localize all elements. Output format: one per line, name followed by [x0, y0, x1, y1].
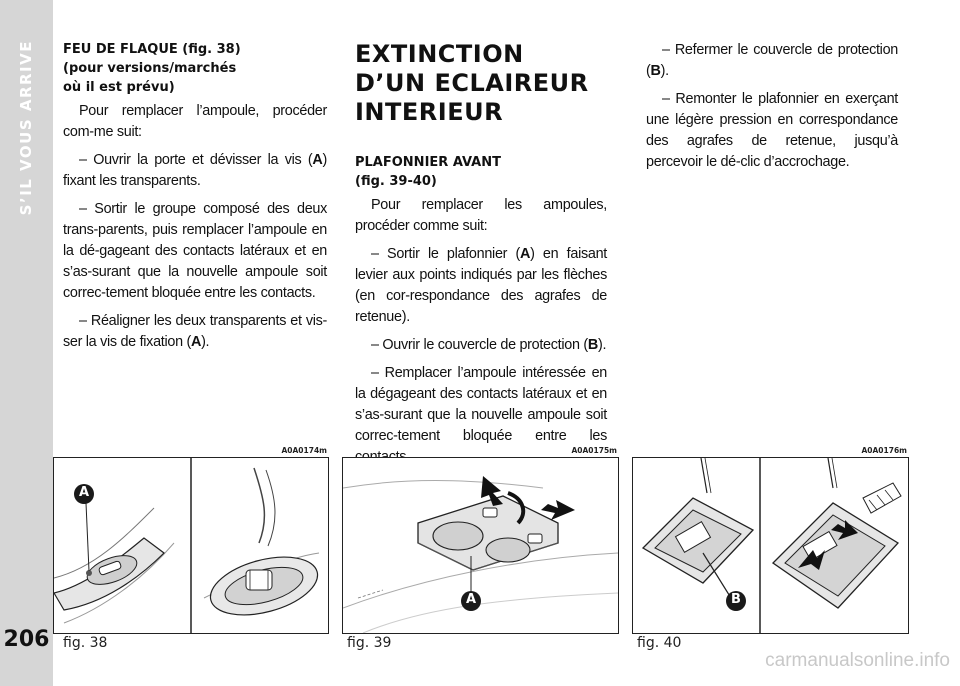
figure-39-illustration: [343, 458, 618, 633]
subheading-plafonnier: PLAFONNIER AVANT (fig. 39-40): [355, 155, 501, 189]
paragraph: Pour remplacer les ampoules, procéder comme suit:: [355, 197, 607, 234]
paragraph: – Sortir le plafonnier (A) en faisant levier aux points indiqués par les flèches (en cor-respondance des agrafes de retenue).: [355, 246, 607, 325]
paragraph: – Remonter le plafonnier en exerçant une légère pression en correspondance des agrafes de retenue, jusqu’à percevoir le dé-clic d’accrochage.: [646, 91, 898, 170]
figure-code: A0A0174m: [281, 446, 327, 455]
paragraph: – Refermer le couvercle de protection (B).: [646, 42, 898, 79]
heading-bold: FEU DE FLAQUE: [63, 42, 178, 57]
key-letter: B: [650, 63, 661, 79]
section-title-vertical: [6, 40, 46, 560]
callout-letter: A: [78, 485, 90, 500]
figure-code: A0A0176m: [861, 446, 907, 455]
paragraph: – Ouvrir le couvercle de protection (B).: [371, 337, 607, 353]
key-letter: B: [587, 337, 598, 353]
paragraph: Pour remplacer l’ampoule, procéder com-me suit:: [63, 103, 327, 140]
figure-label: fig. 40: [637, 635, 682, 651]
paragraph: – Remplacer l’ampoule intéressée en la dégageant des contacts latéraux et en s’as-surant que la nouvelle ampoule soit correc-tement bloquée entre les: [355, 365, 607, 444]
watermark: carmanualsonline.info: [765, 650, 950, 671]
figure-39: [342, 457, 619, 634]
figure-code: A0A0175m: [571, 446, 617, 455]
heading-feu-de-flaque: [63, 40, 327, 97]
section-heading: EXTINCTION D’UN ECLAIREUR INTERIEUR: [355, 40, 589, 126]
figure-38-illustration: [54, 458, 328, 633]
callout-letter: B: [731, 592, 741, 607]
figure-40: [632, 457, 909, 634]
section-title-text: S’IL VOUS ARRIVE: [17, 40, 35, 216]
column-3: [646, 40, 898, 180]
paragraph: – Réaligner les deux transparents et vis-ser la vis de fixation (A).: [63, 313, 327, 350]
figure-38: [53, 457, 329, 634]
paragraph: – Sortir le groupe composé des deux trans-parents, puis remplacer l’ampoule en la dé-gageant des contacts latéraux et en s’as-surant que la nouvelle ampoule soit correc-tement bloquée entre les contacts.: [63, 201, 327, 301]
column-1: [63, 40, 327, 360]
column-2: [355, 40, 607, 475]
callout-letter: A: [465, 592, 477, 607]
key-letter: A: [312, 152, 323, 168]
heading-line3: où il est prévu): [63, 80, 175, 95]
key-letter: A: [190, 334, 202, 350]
paragraph: – Ouvrir la porte et dévisser la vis (A) fixant les transparents.: [63, 152, 327, 189]
page-number: 206: [3, 627, 50, 652]
key-letter: A: [519, 246, 531, 262]
figure-label: fig. 38: [63, 635, 108, 651]
figure-label: fig. 39: [347, 635, 392, 651]
figure-40-illustration: [633, 458, 908, 633]
heading-rest: (fig. 38): [177, 42, 241, 57]
sidebar-band: [0, 0, 53, 686]
heading-line2: (pour versions/marchés: [63, 61, 237, 76]
